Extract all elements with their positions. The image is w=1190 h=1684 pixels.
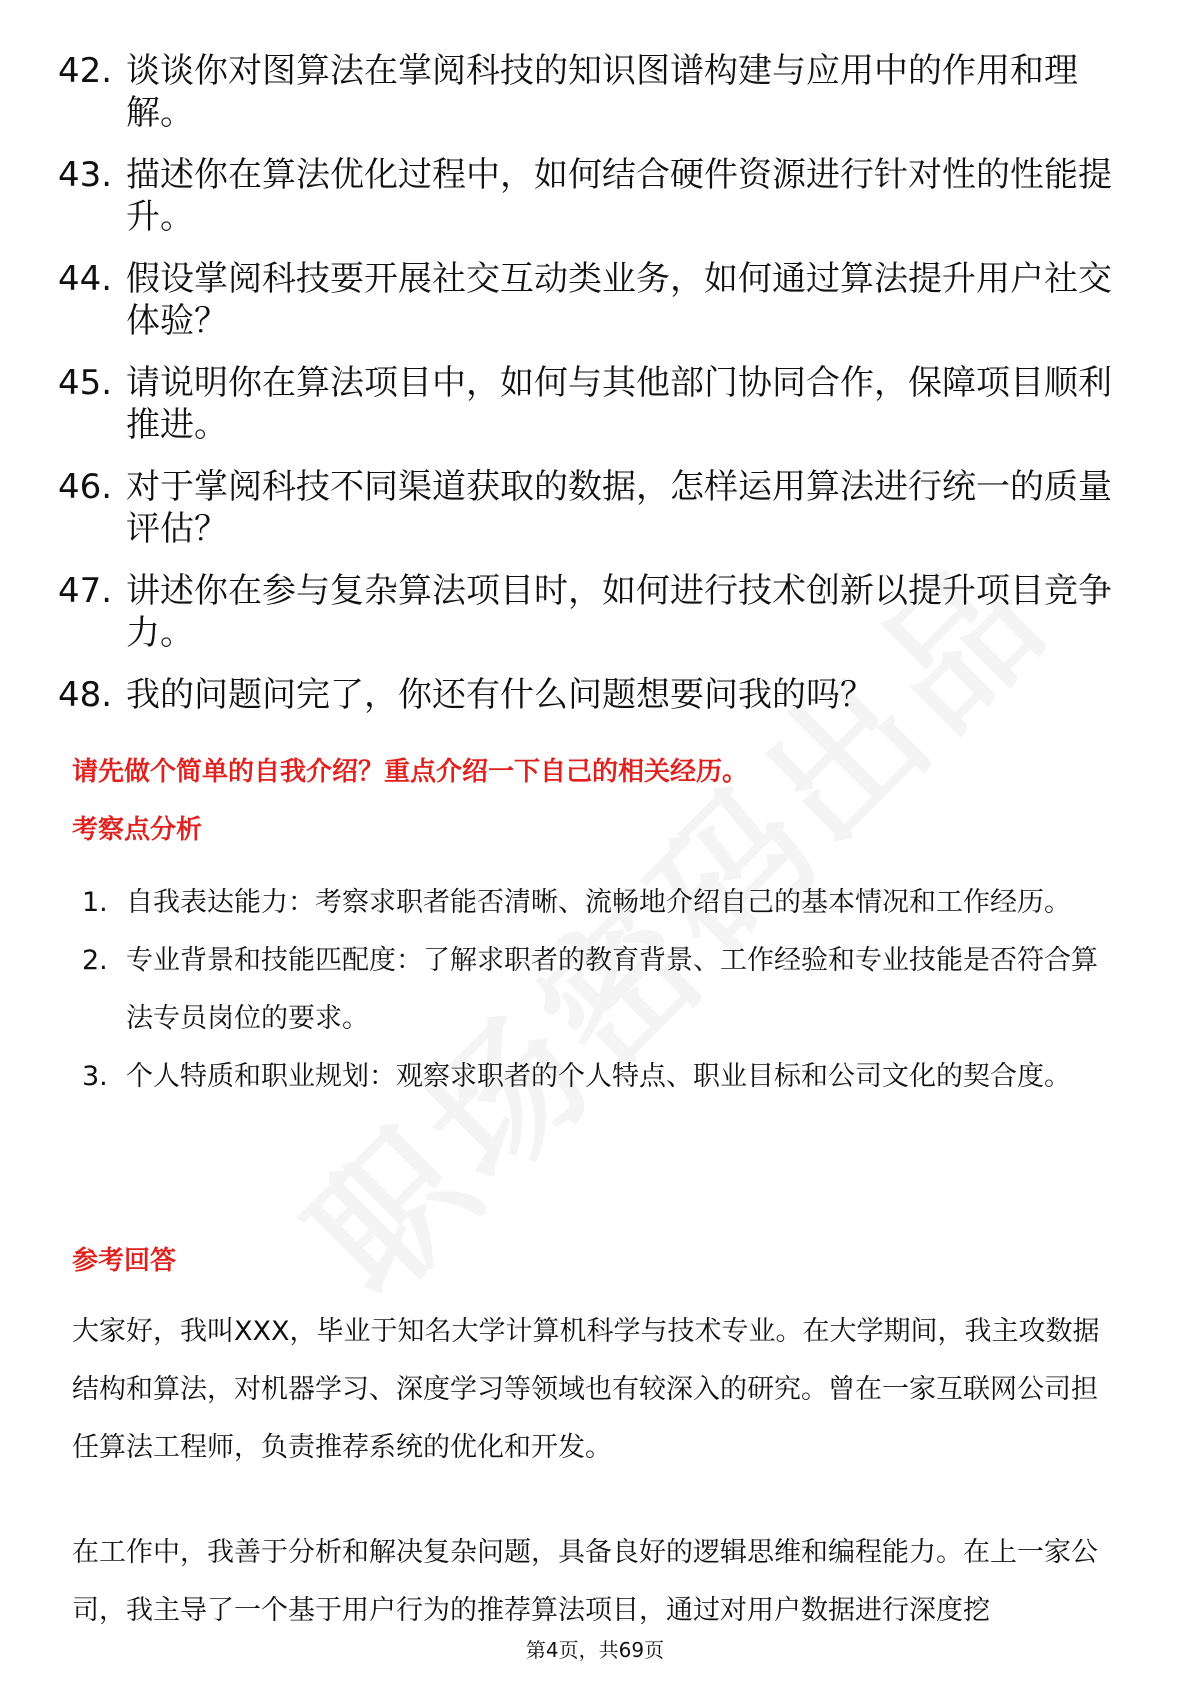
question-number: 43. [58,155,113,195]
question-item [58,674,1128,716]
analysis-point-text: 自我表达能力：考察求职者能否清晰、流畅地介绍自己的基本情况和工作经历。 [126,887,1071,918]
question-item [58,466,1128,550]
question-text: 谈谈你对图算法在掌阅科技的知识图谱构建与应用中的作用和理解。 [126,51,1078,133]
analysis-heading: 考察点分析 [72,815,203,845]
interview-question-heading: 请先做个简单的自我介绍？重点介绍一下自己的相关经历。 [72,757,749,787]
question-number: 48. [58,675,113,715]
analysis-point [82,932,1122,1048]
answer-paragraph: 在工作中，我善于分析和解决复杂问题，具备良好的逻辑思维和编程能力。在上一家公司，我主导了一个基于用户行为的推荐算法项目，通过对用户数据进行深度挖 [72,1537,1098,1626]
question-item [58,50,1128,134]
analysis-point [82,874,1122,932]
question-item [58,362,1128,446]
question-number: 47. [58,571,113,611]
analysis-point-list [82,874,1122,1106]
page-footer: 第4页，共69页 [525,1638,665,1662]
analysis-point-number: 2. [82,945,108,976]
analysis-point [82,1048,1122,1106]
analysis-point-number: 1. [82,887,108,918]
question-text: 我的问题问完了，你还有什么问题想要问我的吗？ [126,675,874,715]
analysis-point-text: 专业背景和技能匹配度：了解求职者的教育背景、工作经验和专业技能是否符合算法专员岗位的要求。 [126,945,1098,1034]
question-number: 46. [58,467,113,507]
answer-paragraph: 大家好，我叫XXX，毕业于知名大学计算机科学与技术专业。在大学期间，我主攻数据结构和算法，对机器学习、深度学习等领域也有较深入的研究。曾在一家互联网公司担任算法工程师，负责推荐系统的优化和开发。 [72,1316,1100,1463]
question-item [58,154,1128,238]
analysis-point-text: 个人特质和职业规划：观察求职者的个人特点、职业目标和公司文化的契合度。 [126,1061,1071,1092]
question-text: 讲述你在参与复杂算法项目时，如何进行技术创新以提升项目竞争力。 [126,571,1112,653]
question-text: 请说明你在算法项目中，如何与其他部门协同合作，保障项目顺利推进。 [126,363,1112,445]
question-item [58,570,1128,654]
answer-heading: 参考回答 [72,1246,177,1276]
question-text: 对于掌阅科技不同渠道获取的数据，怎样运用算法进行统一的质量评估？ [126,467,1112,549]
question-text: 描述你在算法优化过程中，如何结合硬件资源进行针对性的性能提升。 [126,155,1112,237]
question-text: 假设掌阅科技要开展社交互动类业务，如何通过算法提升用户社交体验？ [126,259,1112,341]
question-number: 45. [58,363,113,403]
question-number: 42. [58,51,113,91]
question-list [58,50,1128,736]
question-number: 44. [58,259,113,299]
question-item [58,258,1128,342]
analysis-point-number: 3. [82,1061,108,1092]
